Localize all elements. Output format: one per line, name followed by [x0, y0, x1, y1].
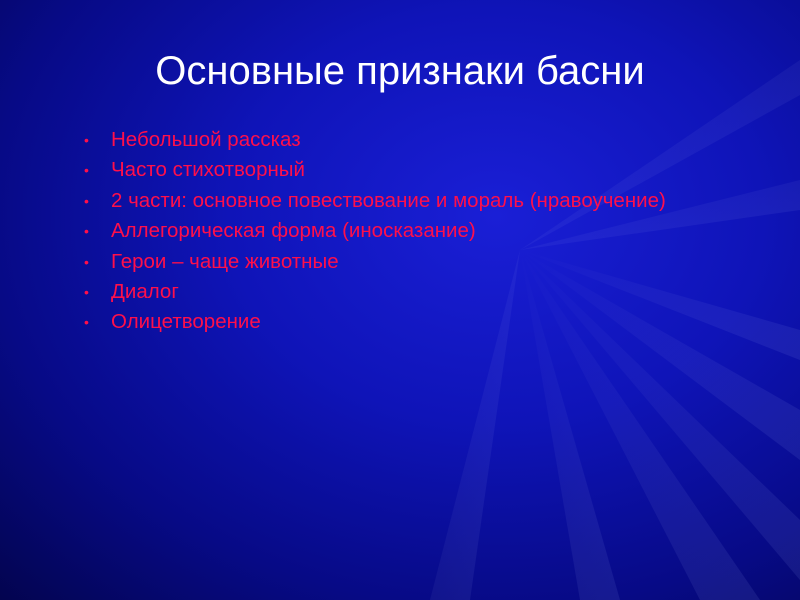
bullet-item — [84, 157, 684, 183]
bullet-icon: • — [84, 223, 89, 240]
bullet-icon: • — [84, 192, 89, 209]
bullet-item — [84, 249, 684, 275]
bullet-text: Герои – чаще животные — [111, 249, 339, 273]
bullet-icon: • — [84, 283, 89, 300]
bullet-icon: • — [84, 162, 89, 179]
bullet-icon: • — [84, 132, 89, 148]
bullet-text: Часто стихотворный — [111, 158, 305, 182]
bullet-item — [84, 279, 684, 305]
bullet-text: Аллегорическая форма (иносказание) — [111, 219, 476, 243]
bullet-icon: • — [84, 314, 89, 331]
bullet-list — [84, 127, 684, 340]
bullet-text: Диалог — [111, 279, 179, 303]
bullet-item — [84, 127, 684, 153]
bullet-text: Небольшой рассказ — [111, 128, 301, 151]
bullet-item — [84, 188, 684, 214]
bullet-icon: • — [84, 253, 89, 270]
bullet-item — [84, 309, 684, 335]
bullet-item — [84, 218, 684, 244]
bullet-text: 2 части: основное повествование и мораль (нравоучение) — [111, 188, 666, 212]
slide-title: Основные признаки басни — [155, 49, 645, 93]
bullet-text: Олицетворение — [111, 310, 261, 334]
